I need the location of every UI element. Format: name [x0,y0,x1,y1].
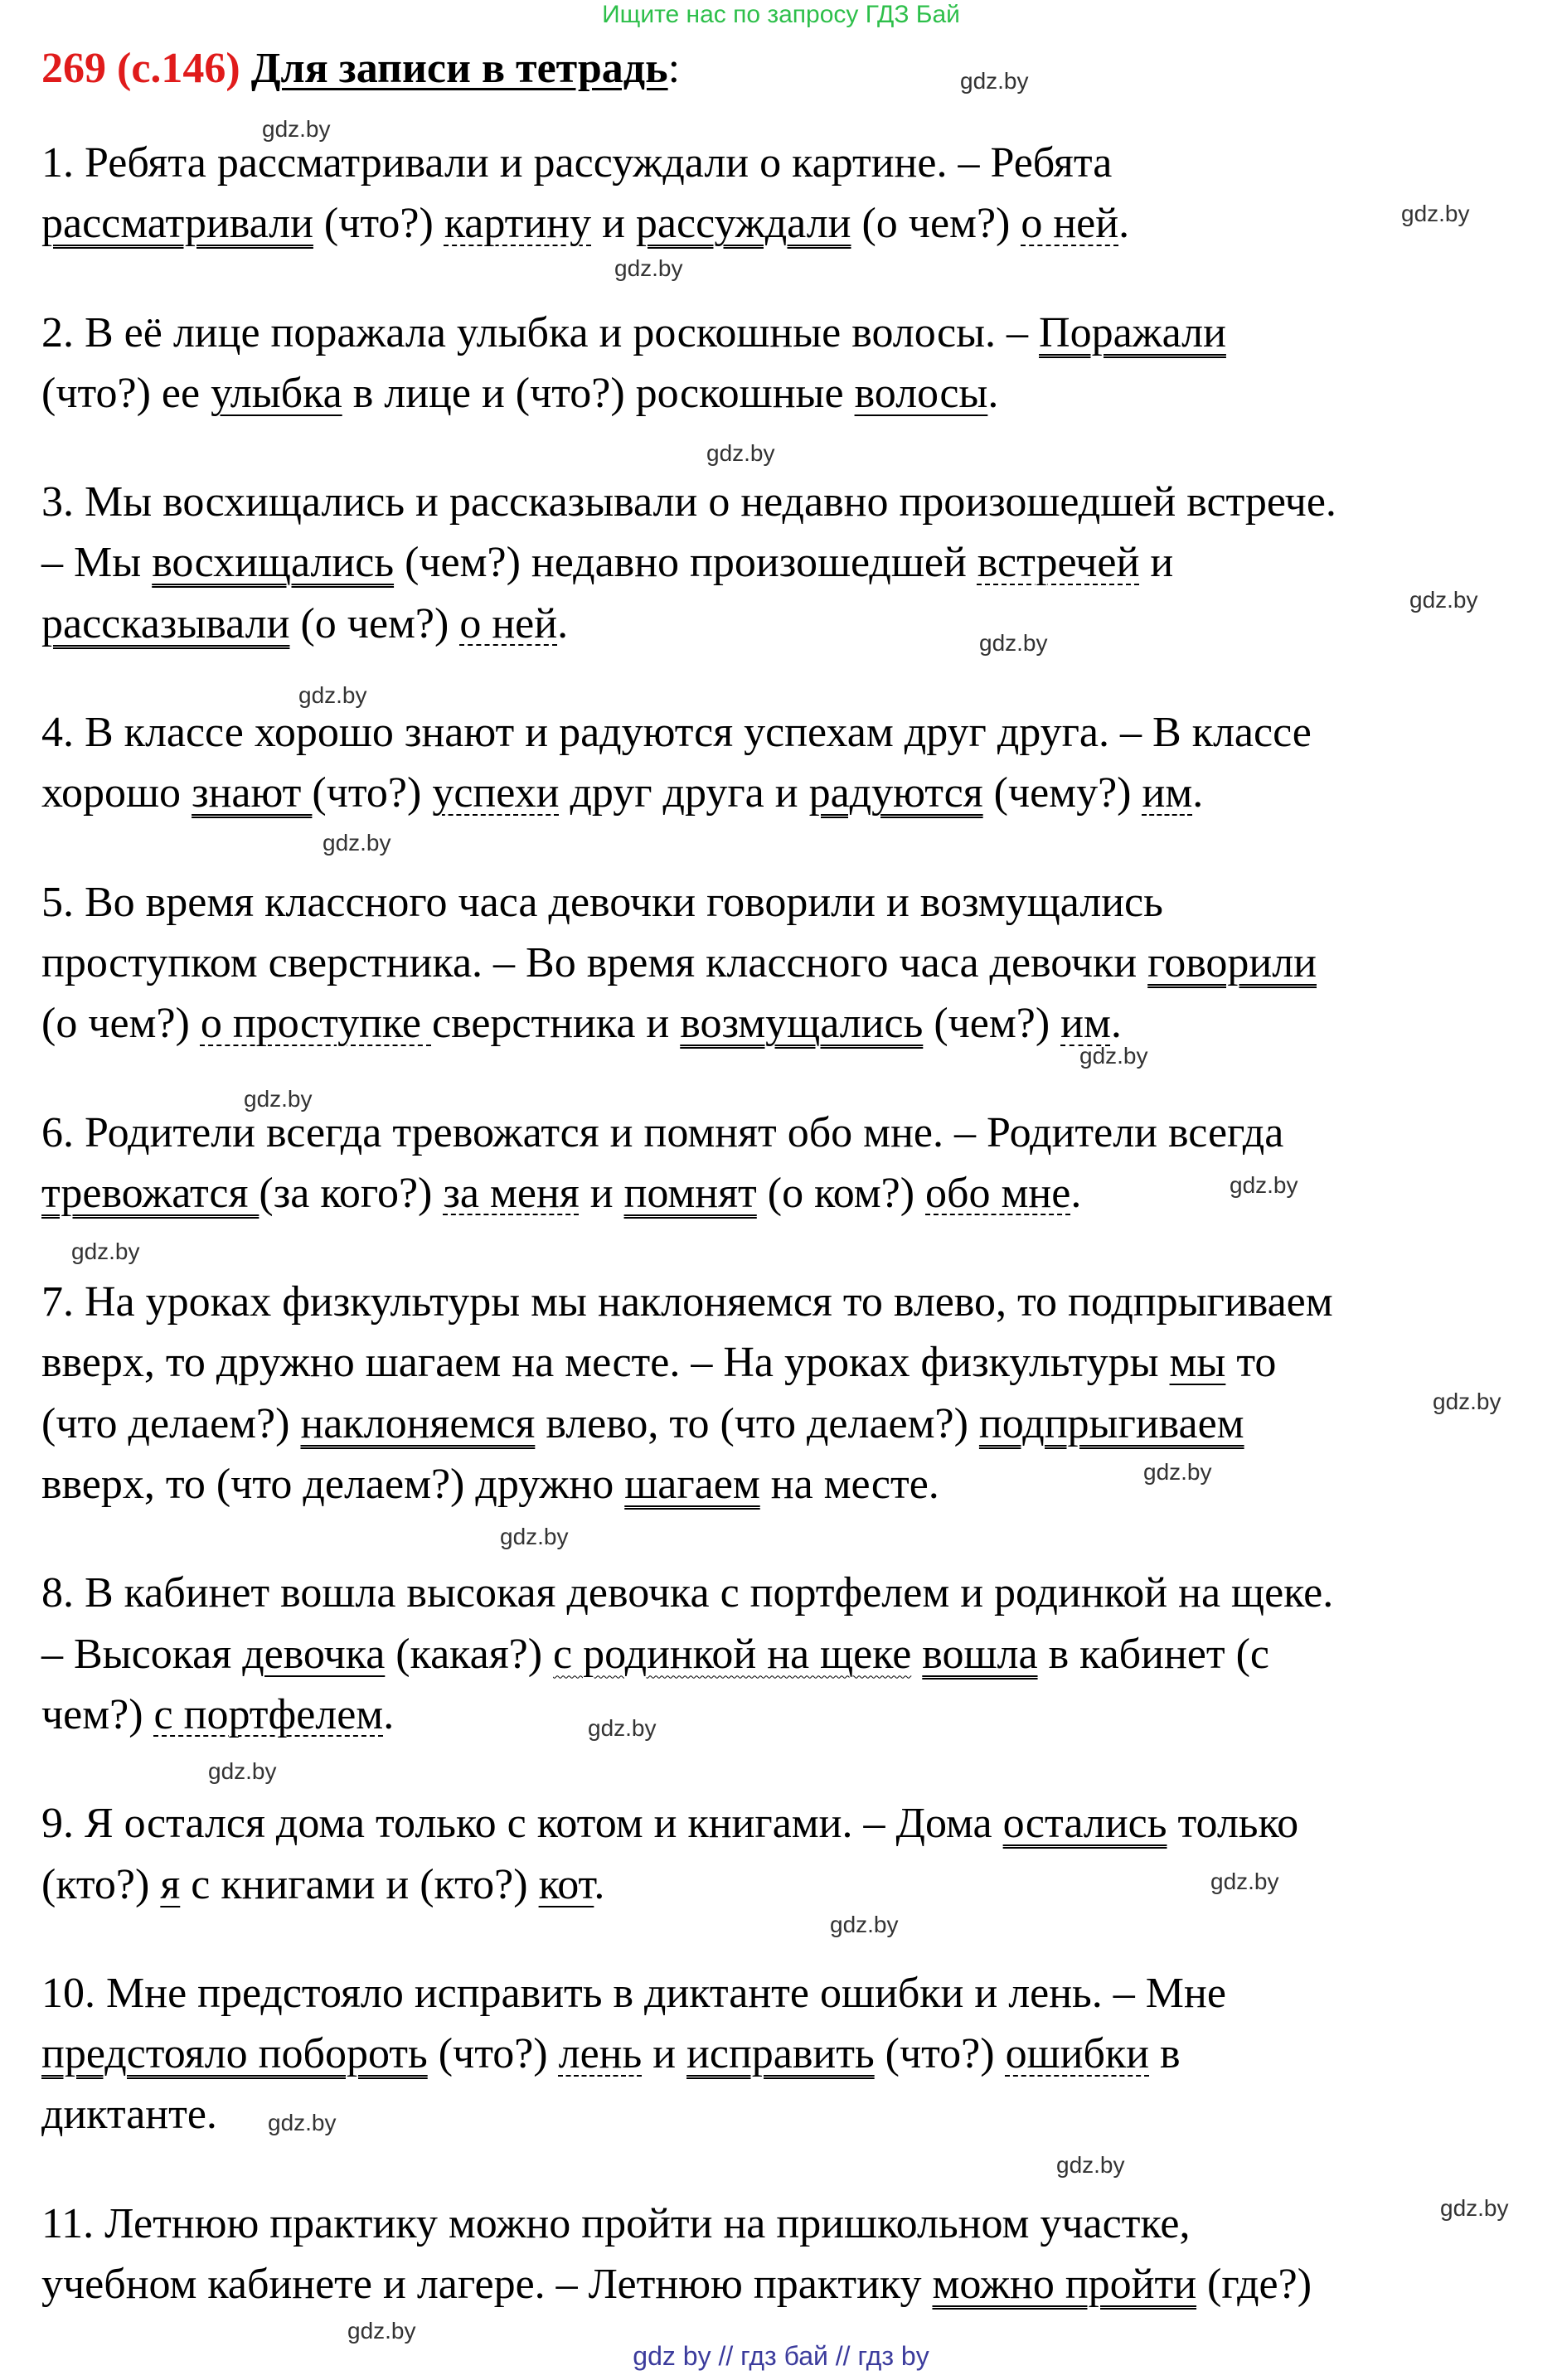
marked-word: рассматривали [41,200,313,248]
watermark: gdz.by [614,255,683,281]
marked-word: можно пройти [932,2261,1197,2309]
paragraph-gap [41,424,1517,472]
answer-line [41,1854,1517,1915]
marked-word: за меня [443,1169,580,1217]
paragraph-gap [41,824,1517,872]
text-run: (что?) [312,769,433,817]
watermark: gdz.by [71,1238,140,1264]
marked-word: подпрыгиваем [978,1399,1244,1447]
watermark: gdz.by [830,1912,899,1937]
text-run: . [987,369,999,417]
marked-word: вошла [922,1630,1038,1678]
watermark: gdz.by [1210,1869,1279,1894]
answer-item-10 [41,1963,1517,2145]
text-run: влево, то (что делаем?) [535,1399,979,1447]
marked-word: с портфелем [153,1690,384,1738]
marked-word: исправить [686,2030,875,2078]
text-run: (что?) [427,2030,559,2078]
text-run: вверх, то (что делаем?) дружно [41,1461,625,1509]
answer-line [41,2024,1517,2084]
text-run: (чем?) [923,1000,1061,1048]
text-run: 2. В её лице поражала улыбка и роскошные волосы. – [41,308,1040,356]
marked-word: лень [558,2030,643,2078]
text-run: (чему?) [982,769,1142,817]
text-run: 4. В классе хорошо знают и радуются успехам друг друга. – В классе [41,709,1312,757]
text-run: (чем?) недавно произошедшей [394,539,977,587]
text-run: то [1225,1339,1277,1387]
text-run: . [1110,1000,1122,1048]
text-run: и [642,2030,687,2078]
watermark: gdz.by [298,682,367,708]
text-run: 5. Во время классного часа девочки говорили и возмущались [41,878,1163,926]
answer-line [41,2254,1517,2315]
answer-item-6 [41,1103,1517,1224]
text-run: в [1149,2030,1181,2078]
text-run: . [1070,1169,1082,1217]
text-run: только [1167,1800,1299,1848]
text-run: (о ком?) [756,1169,926,1217]
marked-word: им [1142,769,1193,817]
watermark: gdz.by [262,116,331,142]
answer-line [41,702,1517,763]
answer-line [41,532,1517,593]
answer-item-2 [41,303,1517,424]
answer-line [41,193,1517,254]
text-run: и [591,200,636,248]
marked-word: предстояло побороть [41,2030,428,2078]
marked-word: о ней [459,599,558,647]
text-run: (где?) [1196,2261,1312,2309]
watermark: gdz.by [1143,1459,1212,1485]
marked-word: успехи [432,769,560,817]
watermark: gdz.by [323,830,391,856]
text-run: (что?) [313,200,444,248]
answer-line [41,1624,1517,1684]
text-run: на месте. [759,1461,939,1509]
answer-item-8 [41,1563,1517,1745]
text-run: (что делаем?) [41,1399,301,1447]
text-run [911,1631,922,1678]
marked-word: рассказывали [41,599,290,647]
text-run: диктанте. [41,2091,217,2139]
text-run: (о чем?) [851,200,1021,248]
watermark: gdz.by [268,2110,337,2135]
answer-line [41,763,1517,823]
answer-content [41,133,1517,2315]
marked-word: остались [1002,1800,1167,1848]
watermark: gdz.by [1401,201,1470,226]
text-run: 6. Родители всегда тревожатся и помнят обо мне. – Родители всегда [41,1108,1284,1156]
text-run: . [383,1690,395,1738]
text-run: . [1192,769,1204,817]
answer-line [41,1963,1517,2024]
top-banner[interactable]: Ищите нас по запросу ГДЗ Бай [602,1,960,28]
answer-item-11 [41,2193,1517,2315]
text-run: с книгами и (кто?) [180,1860,539,1908]
answer-line [41,1684,1517,1745]
answer-line [41,594,1517,654]
text-run: 7. На уроках физкультуры мы наклоняемся то влево, то подпрыгиваем [41,1278,1333,1326]
watermark: gdz.by [500,1524,569,1549]
text-run: 8. В кабинет вошла высокая девочка с портфелем и родинкой на щеке. [41,1569,1334,1617]
answer-line [41,993,1517,1054]
text-run: (о чем?) [289,599,460,647]
watermark: gdz.by [1409,587,1478,613]
watermark: gdz.by [1433,1389,1501,1414]
answer-line [41,1454,1517,1515]
watermark: gdz.by [979,630,1048,656]
text-run: – Мы [41,539,153,587]
marked-word: говорили [1147,938,1317,986]
watermark: gdz.by [1079,1043,1148,1069]
marked-word: мы [1169,1339,1226,1387]
paragraph-gap [41,654,1517,702]
watermark: gdz.by [960,68,1029,94]
marked-word: о ней [1021,200,1119,248]
text-run: проступком сверстника. – Во время классного часа девочки [41,938,1148,986]
marked-word: наклоняемся [300,1399,536,1447]
exercise-number: 269 (с.146) [41,45,240,92]
marked-word: обо мне [925,1169,1071,1217]
watermark: gdz.by [208,1758,277,1784]
paragraph-gap [41,1515,1517,1563]
answer-line [41,1563,1517,1623]
text-run: вверх, то дружно шагаем на месте. – На уроках физкультуры [41,1339,1170,1387]
text-run: (кто?) [41,1860,161,1908]
answer-item-4 [41,702,1517,824]
watermark: gdz.by [706,440,775,466]
marked-word: с родинкой на щеке [553,1630,912,1678]
answer-line [41,872,1517,933]
marked-word: я [160,1860,181,1908]
answer-line [41,2193,1517,2254]
paragraph-gap [41,2145,1517,2193]
watermark: gdz.by [1440,2195,1509,2221]
answer-line [41,303,1517,363]
text-run: (что?) ее [41,369,211,417]
marked-word: кот [538,1860,594,1908]
answer-line [41,933,1517,993]
exercise-heading [41,40,680,98]
marked-word: знают [192,769,313,817]
text-run: в кабинет (с [1037,1630,1269,1678]
text-run: . [557,599,569,647]
answer-line [41,1394,1517,1454]
paragraph-gap [41,1915,1517,1963]
marked-word: встречей [977,539,1140,587]
paragraph-gap [41,254,1517,303]
watermark: gdz.by [244,1086,313,1112]
text-run: . [1118,200,1130,248]
text-run: (что?) [874,2030,1006,2078]
answer-item-1 [41,133,1517,254]
heading-colon: : [667,45,681,92]
text-run: (о чем?) [41,1000,201,1048]
exercise-title: Для записи в тетрадь [250,45,668,92]
watermark: gdz.by [588,1715,657,1741]
marked-word: возмущались [680,1000,924,1048]
text-run: учебном кабинете и лагере. – Летнюю практику [41,2261,933,2309]
marked-word: рассуждали [635,200,851,248]
answer-line [41,2084,1517,2145]
marked-word: помнят [623,1169,757,1217]
text-run: друг друга и [559,769,809,817]
marked-word: улыбка [211,369,342,417]
text-run: хорошо [41,769,192,817]
marked-word: восхищались [152,539,395,587]
text-run: чем?) [41,1690,154,1738]
text-run: и [579,1169,624,1217]
marked-word: о проступке [200,1000,432,1048]
marked-word: им [1060,1000,1111,1048]
answer-line [41,1332,1517,1393]
answer-line [41,472,1517,532]
text-run: 10. Мне предстояло исправить в диктанте ошибки и лень. – Мне [41,1969,1226,2017]
marked-word: тревожатся [41,1169,260,1217]
bottom-banner[interactable]: gdz by // гдз бай // гдз by [633,2341,929,2371]
text-run: и [1139,539,1174,587]
marked-word: волосы [854,369,988,417]
marked-word: шагаем [624,1461,760,1509]
text-run: 9. Я остался дома только с котом и книгами. – Дома [41,1800,1003,1848]
marked-word: картину [444,200,592,248]
answer-line [41,1793,1517,1854]
text-run: 3. Мы восхищались и рассказывали о недавно произошедшей встрече. [41,478,1336,526]
paragraph-gap [41,1224,1517,1272]
answer-item-9 [41,1793,1517,1915]
text-run: (за кого?) [259,1169,444,1217]
watermark: gdz.by [1056,2152,1125,2178]
text-run: 11. Летнюю практику можно пройти на пришкольном участке, [41,2199,1191,2247]
watermark: gdz.by [1230,1172,1298,1198]
text-run: . [594,1860,605,1908]
answer-item-7 [41,1272,1517,1515]
marked-word: Поражали [1039,308,1226,356]
marked-word: радуются [808,769,983,817]
text-run: (какая?) [385,1630,554,1678]
text-run: – Высокая [41,1630,243,1678]
text-run: в лице и (что?) роскошные [342,369,855,417]
answer-item-3 [41,472,1517,654]
marked-word: ошибки [1005,2030,1149,2078]
watermark: gdz.by [347,2318,416,2344]
text-run: сверстника и [431,1000,681,1048]
marked-word: девочка [242,1630,386,1678]
answer-line [41,1272,1517,1332]
answer-line [41,363,1517,424]
answer-item-5 [41,872,1517,1054]
text-run: 1. Ребята рассматривали и рассуждали о картине. – Ребята [41,139,1113,187]
